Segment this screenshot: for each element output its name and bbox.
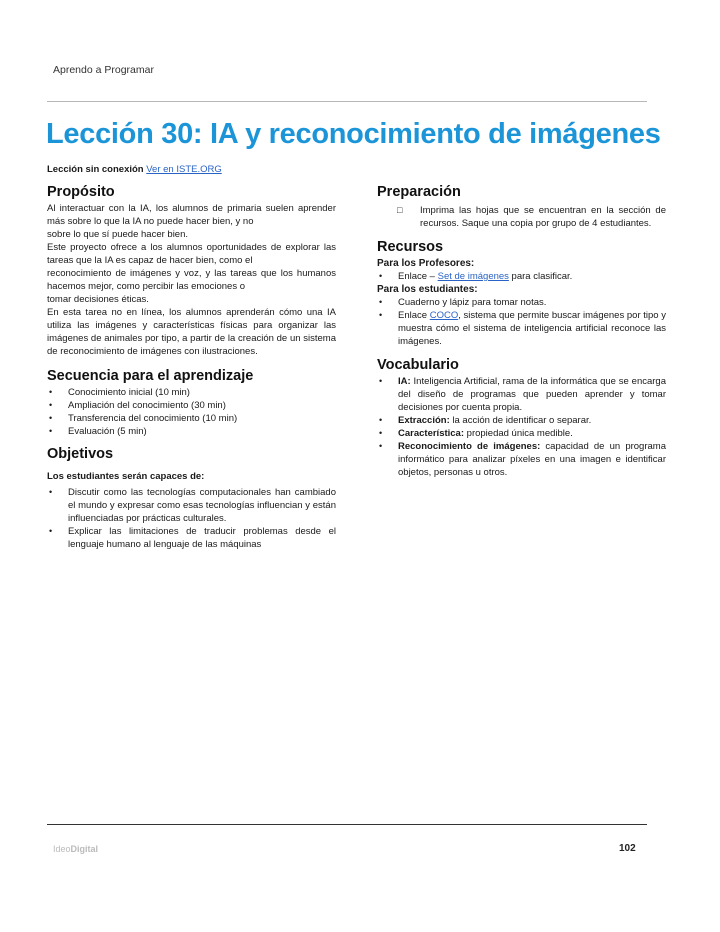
proposito-paragraph: reconocimiento de imágenes y voz, y las tareas que los humanos hacemos mejor, como percibir las emociones o (47, 268, 336, 292)
list-item: • Cuaderno y lápiz para tomar notas. (379, 297, 547, 308)
list-item: • Conocimiento inicial (10 min) (49, 387, 190, 398)
vocab-definition: la acción de identificar o separar. (449, 415, 592, 426)
vocab-term: Reconocimiento de imágenes: (398, 441, 541, 452)
iste-link[interactable]: Ver en ISTE.ORG (146, 164, 222, 175)
vocab-definition: Inteligencia Artificial, rama de la informática que se encarga del diseño de programas que pueden aprender y tomar decisiones por cuenta propia. (398, 376, 666, 413)
recursos-heading: Recursos (377, 239, 444, 255)
vocabulario-heading: Vocabulario (377, 357, 459, 373)
header-divider (47, 101, 647, 102)
bullet-icon: • (49, 413, 53, 423)
list-item: • Enlace COCO, sistema que permite buscar imágenes por tipo y muestra cómo el sistema de inteligencia artificial reconoce las imágenes. (379, 310, 667, 347)
objetivos-section (47, 446, 336, 551)
proposito-section (47, 184, 336, 358)
proposito-paragraph: En esta tarea no en línea, los alumnos aprenderán cómo una IA utiliza las imágenes y características físicas para organizar las imágenes de animales por tipo, a partir de la creación de un sistema de reconocimiento de imágenes con ilustraciones. (47, 307, 336, 357)
footer-divider (47, 824, 647, 825)
proposito-paragraph: tomar decisiones éticas. (47, 294, 149, 305)
proposito-paragraph: sobre lo que sí puede hacer bien. (47, 229, 189, 240)
bullet-icon: • (379, 428, 383, 438)
vocab-term: Extracción: (398, 415, 450, 426)
list-item: □ Imprima las hojas que se encuentran en la sección de recursos. Saque una copia por grupo de 4 estudiantes. (397, 205, 666, 229)
list-item: • Explicar las limitaciones de traducir problemas desde el lenguaje humano al lenguaje de las máquinas (49, 526, 336, 550)
secuencia-list (47, 386, 336, 438)
vocabulario-list (377, 375, 666, 479)
bullet-icon: • (49, 487, 53, 497)
objetivos-intro: Los estudiantes serán capaces de: (47, 471, 205, 482)
page-title: Lección 30: IA y reconocimiento de imágenes (46, 118, 661, 150)
page-number: 102 (619, 843, 636, 854)
bullet-icon: • (379, 297, 383, 307)
recursos-section (377, 239, 666, 348)
bullet-icon: • (49, 387, 53, 397)
offline-lesson-label: Lección sin conexión (47, 164, 144, 175)
footer-brand: IdeoDigital (53, 844, 99, 854)
bullet-icon: • (379, 441, 383, 451)
profesores-list (377, 270, 666, 283)
bullet-icon: • (49, 526, 53, 536)
square-bullet-icon: □ (397, 205, 403, 215)
running-header: Aprendo a Programar (53, 64, 154, 76)
preparacion-heading: Preparación (377, 184, 461, 200)
estudiantes-list (377, 296, 666, 348)
proposito-heading: Propósito (47, 184, 115, 200)
preparacion-list (377, 204, 666, 230)
bullet-icon: • (49, 426, 53, 436)
bullet-icon: • (379, 310, 383, 320)
vocab-term: IA: (398, 376, 411, 387)
proposito-paragraph: Al interactuar con la IA, los alumnos de primaria suelen aprender más sobre lo que la IA no puede hacer bien, y no (47, 203, 336, 227)
proposito-paragraph: Este proyecto ofrece a los alumnos oportunidades de explorar las tareas que la IA es capaz de hacer bien, como el (47, 242, 336, 266)
left-column (47, 184, 336, 558)
image-set-link[interactable]: Set de imágenes (437, 271, 509, 282)
estudiantes-subheading: Para los estudiantes: (377, 284, 478, 295)
bullet-icon: • (49, 400, 53, 410)
bullet-icon: • (379, 376, 383, 386)
secuencia-section (47, 368, 336, 438)
objetivos-heading: Objetivos (47, 446, 114, 462)
list-item: • Evaluación (5 min) (49, 426, 147, 437)
preparacion-section (377, 184, 666, 230)
bullet-icon: • (379, 415, 383, 425)
vocab-definition: propiedad única medible. (464, 428, 573, 439)
secuencia-heading: Secuencia para el aprendizaje (47, 368, 254, 384)
profesores-subheading: Para los Profesores: (377, 258, 475, 269)
objetivos-list (47, 486, 336, 551)
bullet-icon: • (379, 271, 383, 281)
list-item: • Enlace – Set de imágenes para clasificar. (379, 271, 573, 282)
vocabulario-section (377, 357, 666, 479)
list-item: • Discutir como las tecnologías computacionales han cambiado el mundo y expresar como esas tecnologías influencian y están influenciadas por prácticas culturales. (49, 487, 336, 524)
list-item: • Transferencia del conocimiento (10 min) (49, 413, 238, 424)
list-item: • Ampliación del conocimiento (30 min) (49, 400, 226, 411)
coco-link[interactable]: COCO (429, 310, 459, 321)
vocab-item (377, 414, 666, 427)
vocab-item (377, 375, 666, 414)
vocab-term: Característica: (398, 428, 465, 439)
vocab-item (377, 440, 666, 479)
lesson-subtitle (47, 164, 222, 175)
right-column (377, 184, 666, 486)
vocab-item (377, 427, 666, 440)
vocab-definition: capacidad de un programa informático para analizar píxeles en una imagen e identificar objetos, personas u otros. (398, 441, 666, 478)
